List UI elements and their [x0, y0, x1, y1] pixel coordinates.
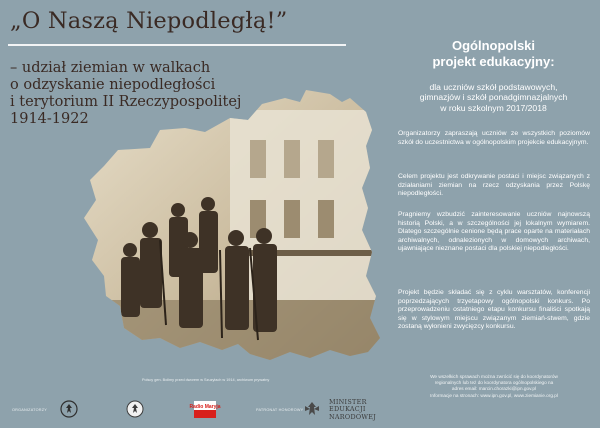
footnote-line: We wszelkich sprawach można zwrócić się do koordynatorów — [430, 374, 558, 379]
heading-line: projekt edukacyjny: — [432, 54, 555, 69]
footnote-line: adres email: marcin.chorazki@ipn.gov.pl — [451, 386, 537, 392]
subtitle-line: i terytorium II Rzeczypospolitej — [10, 94, 242, 110]
ministry-line: NARODOWEJ — [329, 412, 377, 421]
ipn-eagle-icon — [60, 400, 78, 418]
audience-line: dla uczniów szkół podstawowych, — [429, 82, 558, 92]
ziemianie-eagle-icon — [126, 400, 144, 418]
organizers-label: ORGANIZATORZY — [12, 408, 47, 412]
audience-line: gimnazjów i szkół ponadgimnazjalnych — [419, 92, 568, 103]
paragraph-goal: Celem projektu jest odkrywanie postaci i miejsc związanych z działaniami ziemian na rzecz odzyskania przez Polskę niepodległości. — [398, 173, 590, 198]
poland-map-photo — [0, 90, 395, 390]
patron-label: PATRONAT HONOROWY — [256, 408, 304, 412]
ministry-name — [329, 399, 389, 421]
footnote-line: regionalnych lub też do koordynatora ogólnopolskiego na — [434, 380, 554, 386]
paragraph-invitation: Organizatorzy zapraszają uczniów ze wszystkich poziomów szkół do uczestnictwa w ogólnopolskim projekcie edukacyjnym. — [398, 130, 590, 146]
subtitle-line: – udział ziemian w walkach — [10, 60, 211, 76]
project-heading — [387, 38, 600, 70]
subtitle-line: o odzyskanie niepodległości — [10, 77, 216, 93]
ministry-line: EDUKACJI — [329, 405, 366, 414]
ministry-line: MINISTER — [329, 398, 367, 406]
page-title: „O Naszą Niepodległą!” — [10, 8, 288, 34]
photo-caption: Polscy gen. Bolimy przed dworem w Szuzyłach w 1914, archiwum prywatny — [142, 378, 270, 382]
title-divider — [8, 44, 346, 46]
heading-line: Ogólnopolski — [451, 38, 536, 53]
footnote-line: Informacje na stronach: www.ipn.gov.pl, www.ziemianie.org.pl — [430, 392, 558, 398]
contact-footnote — [392, 374, 596, 399]
radio-logo-text: Radio Maryja — [189, 404, 221, 410]
audience-text — [387, 82, 600, 113]
audience-line: w roku szkolnym 2017/2018 — [440, 102, 547, 113]
paragraph-structure: Projekt będzie składać się z cyklu warsztatów, konferencji poprzedzających trzyetapowy ogólnopolski konkurs. Po przeprowadzeniu ostatniego etapu konkursu finaliści spotkają się w stylowym miejscu związanym ziemiań-stwem, gdzie zostaną wyłonieni zwycięzcy konkursu. — [398, 289, 590, 331]
ministry-eagle-icon — [302, 400, 322, 420]
subtitle-line: 1914-1922 — [10, 111, 89, 127]
paragraph-interest: Pragniemy wzbudzić zainteresowanie uczniów najnowszą historią Polski, a w szczególności jej lokalnym wymiarem. Dlatego szczególnie cenione będą prace oparte na materiałach archiwalnych, odnalezionych w domowych archiwach, ujawniające nieznane postaci dla polskiej niepodległości. — [398, 211, 590, 253]
radio-logo-icon — [189, 401, 221, 418]
